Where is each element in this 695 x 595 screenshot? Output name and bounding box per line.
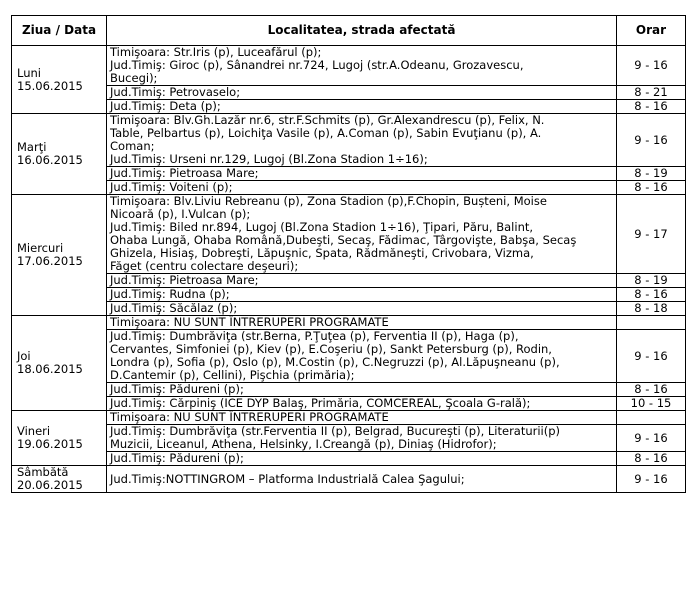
header-location: Localitatea, strada afectată xyxy=(107,16,617,46)
day-cell xyxy=(12,411,107,466)
table-row xyxy=(12,86,686,100)
location-line: Ohaba Lungă, Ohaba Română,Dubeşti, Secaş, Fădimac, Târgovişte, Babşa, Secaş xyxy=(110,233,577,247)
location-line: Jud.Timiş:NOTTINGROM – Platforma Industrială Calea Şagului; xyxy=(110,471,465,486)
location-line: D.Cantemir (p), Cellini), Pişchia (primăria); xyxy=(110,368,355,382)
location-line: Jud.Timiş: Pădureni (p); xyxy=(110,451,244,465)
location-line: Muzicii, Liceanul, Athena, Helsinky, I.Creangă (p), Diniaş (Hidrofor); xyxy=(110,437,497,451)
location-cell xyxy=(107,397,617,411)
day-cell xyxy=(12,316,107,411)
location-line: Jud.Timiş: Săcălaz (p); xyxy=(110,301,238,315)
location-cell xyxy=(107,167,617,181)
location-line: Jud.Timiş: Dumbrăviţa (str.Ferventia II (p), Belgrad, Bucureşti (p), Literaturii(p) xyxy=(110,424,561,438)
day-date: 15.06.2015 xyxy=(17,78,83,93)
location-cell xyxy=(107,274,617,288)
day-name: Joi xyxy=(17,349,31,363)
table-row xyxy=(12,167,686,181)
location-cell xyxy=(107,114,617,167)
location-cell xyxy=(107,316,617,330)
table-row xyxy=(12,114,686,167)
hours-cell: 9 - 16 xyxy=(617,466,686,493)
location-line: Timişoara: Blv.Liviu Rebreanu (p), Zona Stadion (p),F.Chopin, Bușteni, Moise xyxy=(110,194,547,208)
day-cell xyxy=(12,466,107,493)
location-line: Timişoara: Str.Iris (p), Luceafărul (p); xyxy=(110,45,322,59)
schedule-body xyxy=(12,46,686,493)
location-cell xyxy=(107,383,617,397)
location-line: Jud.Timiş: Dumbrăviţa (str.Berna, P.Ţuţea (p), Ferventia II (p), Haga (p), xyxy=(110,329,519,343)
location-line: Timişoara: NU SUNT ÎNTRERUPERI PROGRAMATE xyxy=(110,410,389,424)
location-cell xyxy=(107,288,617,302)
header-day: Ziua / Data xyxy=(12,16,107,46)
location-cell xyxy=(107,100,617,114)
header-hours: Orar xyxy=(617,16,686,46)
location-line: Jud.Timiş: Pietroasa Mare; xyxy=(110,273,259,287)
hours-cell: 8 - 18 xyxy=(617,302,686,316)
header-row xyxy=(12,16,686,46)
day-cell xyxy=(12,46,107,114)
table-row xyxy=(12,383,686,397)
table-row xyxy=(12,411,686,425)
hours-cell xyxy=(617,411,686,425)
location-line: Ghizela, Hisiaş, Dobreşti, Lăpuşnic, Spata, Rădmăneşti, Crivobara, Vizma, xyxy=(110,246,534,260)
table-row xyxy=(12,195,686,274)
day-name: Sâmbătă xyxy=(17,465,69,479)
location-line: Jud.Timiş: Pădureni (p); xyxy=(110,382,244,396)
day-cell xyxy=(12,195,107,316)
location-line: Nicoară (p), I.Vulcan (p); xyxy=(110,207,251,221)
day-date: 18.06.2015 xyxy=(17,362,83,376)
table-row xyxy=(12,274,686,288)
hours-cell: 10 - 15 xyxy=(617,397,686,411)
day-cell xyxy=(12,114,107,195)
day-date: 17.06.2015 xyxy=(17,254,83,268)
hours-cell: 9 - 17 xyxy=(617,195,686,274)
location-line: Jud.Timiş: Voiteni (p); xyxy=(110,180,233,194)
location-line: Făget (centru colectare deşeuri); xyxy=(110,259,299,273)
hours-cell: 8 - 16 xyxy=(617,452,686,466)
table-row xyxy=(12,425,686,452)
day-name: Marţi xyxy=(17,140,47,154)
day-date: 16.06.2015 xyxy=(17,153,83,167)
outage-schedule-table xyxy=(11,15,686,493)
location-cell xyxy=(107,411,617,425)
location-cell xyxy=(107,195,617,274)
hours-cell: 9 - 16 xyxy=(617,46,686,86)
hours-cell: 9 - 16 xyxy=(617,330,686,383)
table-row xyxy=(12,316,686,330)
location-line: Jud.Timiş: Rudna (p); xyxy=(110,287,230,301)
location-cell xyxy=(107,452,617,466)
location-line: Jud.Timiş: Urseni nr.129, Lugoj (Bl.Zona Stadion 1÷16); xyxy=(110,152,428,166)
location-cell xyxy=(107,466,617,493)
hours-cell: 8 - 21 xyxy=(617,86,686,100)
location-line: Jud.Timiş: Cărpiniş (ICE DYP Balaş, Primăria, COMCEREAL, Şcoala G-rală); xyxy=(110,396,531,410)
hours-cell: 8 - 16 xyxy=(617,181,686,195)
location-cell xyxy=(107,302,617,316)
table-row xyxy=(12,452,686,466)
day-name: Miercuri xyxy=(17,241,64,255)
hours-cell: 8 - 19 xyxy=(617,274,686,288)
location-cell xyxy=(107,46,617,86)
table-row xyxy=(12,330,686,383)
hours-cell: 8 - 16 xyxy=(617,383,686,397)
location-line: Jud.Timiş: Biled nr.894, Lugoj (Bl.Zona Stadion 1÷16), Ţipari, Păru, Balint, xyxy=(110,220,534,234)
table-row xyxy=(12,46,686,86)
location-cell xyxy=(107,86,617,100)
location-cell xyxy=(107,181,617,195)
table-row xyxy=(12,288,686,302)
location-line: Jud.Timiş: Giroc (p), Sânandrei nr.724, Lugoj (str.A.Odeanu, Grozavescu, xyxy=(110,58,524,72)
hours-cell: 8 - 16 xyxy=(617,288,686,302)
table-row xyxy=(12,397,686,411)
table-row xyxy=(12,302,686,316)
day-date: 20.06.2015 xyxy=(17,478,83,492)
hours-cell: 8 - 16 xyxy=(617,100,686,114)
day-date: 19.06.2015 xyxy=(17,437,83,451)
location-line: Bucegi); xyxy=(110,71,158,85)
table-row xyxy=(12,100,686,114)
location-line: Table, Pelbartus (p), Loichiţa Vasile (p), A.Coman (p), Sabin Evuţianu (p), A. xyxy=(110,126,542,140)
hours-cell: 9 - 16 xyxy=(617,425,686,452)
location-cell xyxy=(107,330,617,383)
location-line: Jud.Timiş: Pietroasa Mare; xyxy=(110,166,259,180)
hours-cell: 9 - 16 xyxy=(617,114,686,167)
location-line: Jud.Timiş: Petrovaselo; xyxy=(110,85,241,99)
location-line: Cervantes, Simfoniei (p), Kiev (p), E.Coşeriu (p), Sankt Petersburg (p), Rodin, xyxy=(110,342,552,356)
location-line: Timişoara: Blv.Gh.Lazăr nr.6, str.F.Schmits (p), Gr.Alexandrescu (p), Felix, N. xyxy=(110,113,545,127)
location-cell xyxy=(107,425,617,452)
table-row xyxy=(12,181,686,195)
hours-cell xyxy=(617,316,686,330)
location-line: Londra (p), Sofia (p), Oslo (p), M.Costin (p), C.Negruzzi (p), Al.Lăpuşneanu (p), xyxy=(110,355,560,369)
table-row xyxy=(12,466,686,493)
location-line: Jud.Timiş: Deta (p); xyxy=(110,99,221,113)
day-name: Vineri xyxy=(17,424,51,438)
day-name: Luni xyxy=(17,65,41,80)
location-line: Coman; xyxy=(110,139,155,153)
location-line: Timişoara: NU SUNT ÎNTRERUPERI PROGRAMATE xyxy=(110,315,389,329)
hours-cell: 8 - 19 xyxy=(617,167,686,181)
